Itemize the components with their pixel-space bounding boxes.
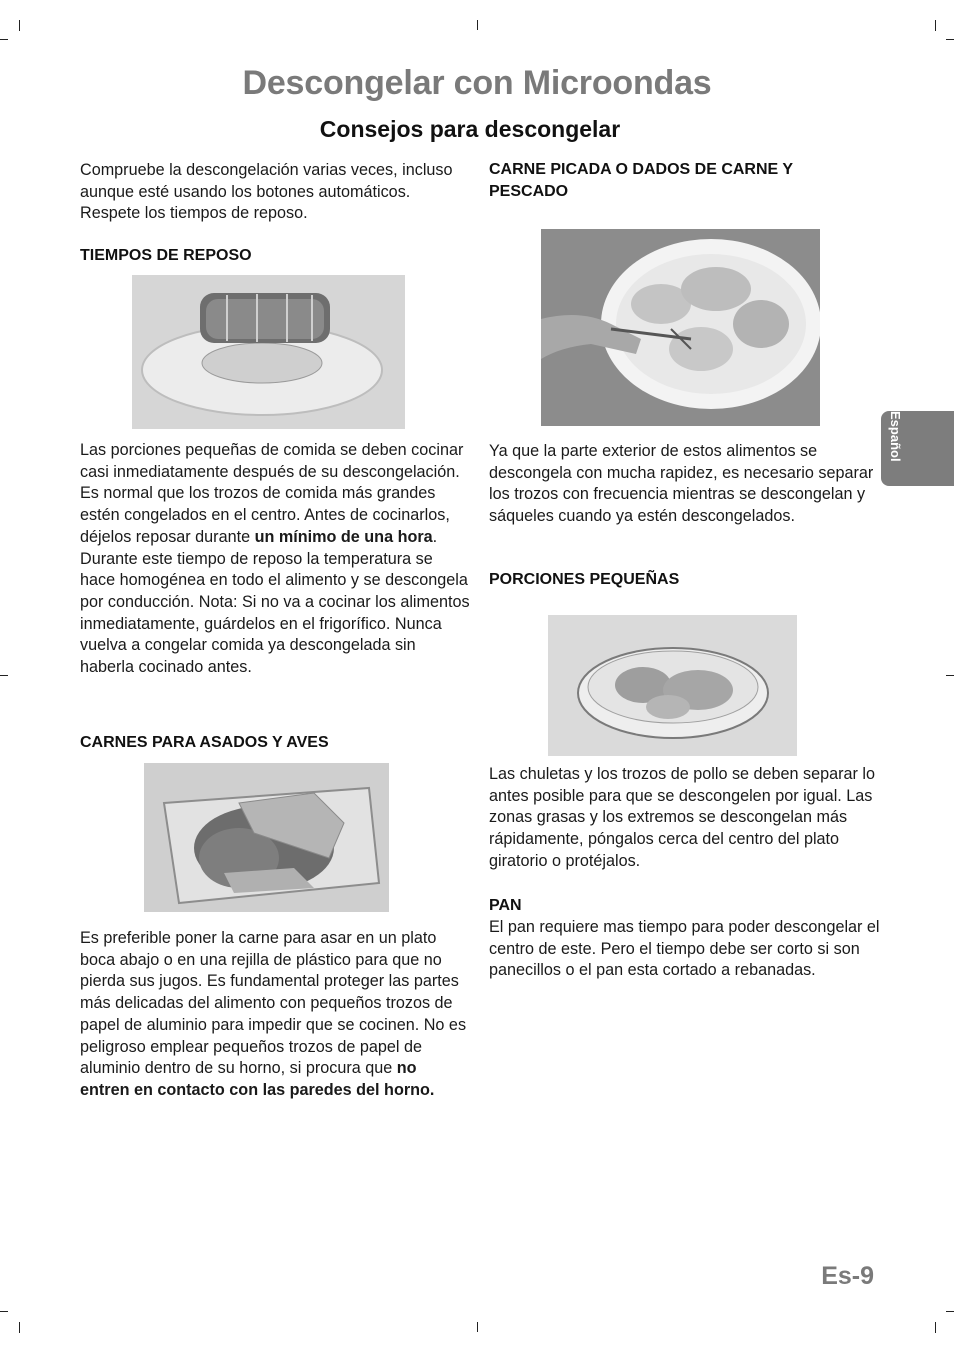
- heading-carnes-asados: CARNES PARA ASADOS Y AVES: [80, 734, 329, 751]
- crop-mark: [935, 1322, 936, 1333]
- heading-tiempos-reposo: TIEMPOS DE REPOSO: [80, 247, 252, 264]
- reposo-bold: un mínimo de una hora: [254, 527, 433, 546]
- asados-paragraph: [80, 928, 470, 1102]
- heading-pan: PAN: [489, 897, 522, 914]
- crop-mark: [935, 20, 936, 31]
- crop-mark: [0, 1311, 8, 1312]
- crop-mark: [477, 20, 478, 30]
- asados-bold: no entren en contacto con las paredes del horno.: [80, 1059, 435, 1099]
- photo-roast-on-rack: [132, 275, 405, 429]
- crop-mark: [477, 1322, 478, 1332]
- picada-paragraph: Ya que la parte exterior de estos alimentos se descongela con mucha rapidez, es necesario separar los trozos con frecuencia mientras se descongelan y sáqueles cuando ya estén descongelados.: [489, 442, 874, 526]
- intro-paragraph: Compruebe la descongelación varias veces, incluso aunque esté usando los botones automáticos. Respete los tiempos de reposo.: [80, 161, 453, 223]
- page-number: Es-9: [821, 1262, 874, 1290]
- asados-text-1: Es preferible poner la carne para asar en un plato boca abajo o en una rejilla de plástico para que no pierda sus jugos. Es fundamental proteger las partes más delicadas del alimento con pequeños trozos de papel de aluminio para impedir que se cocinen. No es peligroso emplear pequeños trozos de papel de aluminio dentro de su horno, si procura que: [80, 929, 467, 1078]
- photo-chicken-in-glass-dish: [548, 615, 797, 756]
- crop-mark: [19, 1322, 20, 1333]
- reposo-paragraph: [80, 440, 470, 679]
- crop-mark: [946, 39, 954, 40]
- crop-mark: [0, 675, 8, 676]
- photo-fork-separating-pieces: [541, 229, 820, 426]
- language-tab: [881, 411, 954, 486]
- pan-paragraph: El pan requiere mas tiempo para poder descongelar el centro de este. Pero el tiempo debe ser corto si son panecillos o el pan esta cortado a rebanadas.: [489, 918, 880, 980]
- reposo-text-1: Las porciones pequeñas de comida se deben cocinar casi inmediatamente después de su descongelación. Es normal que los trozos de comida más grandes estén congelados en el centro. Antes de cocinarlos, déjelos reposar durante: [80, 441, 464, 546]
- heading-carne-picada: CARNE PICADA O DADOS DE CARNE Y PESCADO: [489, 161, 793, 200]
- language-tab-label: Español: [888, 411, 903, 462]
- crop-mark: [0, 39, 8, 40]
- crop-mark: [946, 675, 954, 676]
- photo-poultry-in-dish: [144, 763, 389, 912]
- heading-porciones-pequenas: PORCIONES PEQUEÑAS: [489, 571, 680, 588]
- porciones-paragraph: Las chuletas y los trozos de pollo se deben separar lo antes posible para que se descongelen por igual. Las zonas grasas y los extremos se descongelan más rápidamente, póngalos cerca del centro del plato giratorio o protéjalos.: [489, 765, 876, 870]
- page-title: Descongelar con Microondas: [242, 64, 712, 102]
- section-subtitle: Consejos para descongelar: [319, 116, 621, 142]
- crop-mark: [946, 1311, 954, 1312]
- crop-mark: [19, 20, 20, 31]
- reposo-text-2: . Durante este tiempo de reposo la temperatura se hace homogénea en todo el alimento y se descongela por conducción. Nota: Si no va a cocinar los alimentos inmediatamente, guárdelos en el frigorífico. Nunca vuelva a congelar comida ya descongelada sin haberla cocinado antes.: [80, 527, 470, 677]
